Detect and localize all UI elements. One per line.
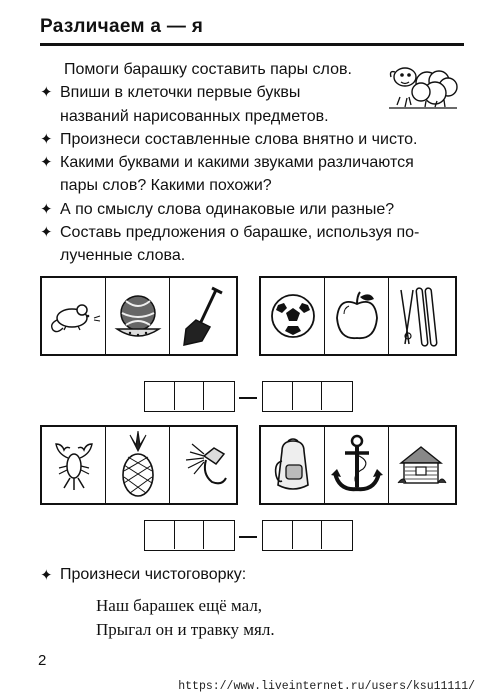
- picture-group-1: [40, 276, 238, 356]
- letter-box[interactable]: [145, 382, 175, 410]
- picture-cell: [42, 278, 106, 354]
- instruction-line: Составь предложения о барашке, используя по-: [60, 224, 420, 242]
- pineapple-icon: [116, 431, 160, 499]
- tongue-twister-heading-text: Произнеси чистоговорку:: [60, 566, 247, 583]
- dash: [239, 397, 257, 399]
- apple-icon: [332, 288, 382, 344]
- bullet-icon: ✦: [40, 154, 53, 172]
- page-title: Различаем а — я: [40, 16, 204, 37]
- letter-box[interactable]: [293, 382, 323, 410]
- picture-cell: [261, 427, 325, 503]
- instruction-line: Впиши в клеточки первые буквы: [60, 84, 301, 102]
- tongue-twister: [96, 594, 275, 642]
- instruction-line: А по смыслу слова одинаковые или разные?: [60, 200, 395, 218]
- letter-box[interactable]: [204, 382, 234, 410]
- picture-cell: [389, 278, 453, 354]
- letter-box[interactable]: [263, 382, 293, 410]
- title-underline: [40, 43, 464, 46]
- picture-group-2: [259, 276, 457, 356]
- instruction-line: Произнеси составленные слова внятно и чисто.: [60, 130, 418, 148]
- sheep-icon: [385, 55, 461, 115]
- picture-cell: [42, 427, 106, 503]
- letter-box[interactable]: [204, 521, 234, 549]
- letter-box[interactable]: [175, 521, 205, 549]
- poem-line: Наш барашек ещё мал,: [96, 596, 263, 615]
- instruction-line: лученные слова.: [60, 247, 186, 265]
- tongue-twister-heading: [40, 566, 246, 584]
- picture-cell: [170, 278, 234, 354]
- answer-boxes-left-2[interactable]: [144, 520, 235, 551]
- house-icon: [394, 443, 448, 487]
- letter-box[interactable]: [145, 521, 175, 549]
- bullet-icon: ✦: [40, 200, 53, 218]
- picture-cell: [389, 427, 453, 503]
- letter-box[interactable]: [322, 382, 352, 410]
- picture-cell: [106, 278, 170, 354]
- instruction-line: Какими буквами и какими звуками различаются: [60, 154, 414, 172]
- picture-group-4: [259, 425, 457, 505]
- skis-icon: [395, 282, 447, 350]
- shovel-icon: [176, 284, 228, 348]
- answer-boxes-left[interactable]: [144, 381, 235, 412]
- dash: [239, 536, 257, 538]
- page-number: 2: [38, 652, 47, 669]
- instruction-line: пары слов? Какими похожи?: [60, 177, 272, 195]
- picture-cell: [325, 278, 389, 354]
- crayfish-icon: [48, 436, 100, 494]
- letter-box[interactable]: [322, 521, 352, 549]
- letter-box[interactable]: [263, 521, 293, 549]
- picture-cell: [261, 278, 325, 354]
- picture-cell: [170, 427, 234, 503]
- watermelon-icon: [112, 291, 164, 341]
- watermark-url: https://www.liveinternet.ru/users/ksu11111/: [178, 680, 475, 693]
- anchor-icon: [329, 433, 385, 497]
- picture-cell: [106, 427, 170, 503]
- intro-text: Помоги барашку составить пары слов.: [64, 61, 352, 78]
- picture-group-3: [40, 425, 238, 505]
- poem-line: Прыгал он и травку мял.: [96, 620, 275, 639]
- bullet-icon: ✦: [40, 567, 53, 584]
- letter-box[interactable]: [293, 521, 323, 549]
- answer-boxes-right[interactable]: [262, 381, 353, 412]
- watering-can-icon: [174, 440, 230, 490]
- mouse-icon: [46, 296, 102, 336]
- bullet-icon: ✦: [40, 224, 53, 242]
- soccer-ball-icon: [268, 291, 318, 341]
- instruction-line: названий нарисованных предметов.: [60, 107, 329, 125]
- backpack-icon: [268, 435, 318, 495]
- letter-box[interactable]: [175, 382, 205, 410]
- bullet-icon: ✦: [40, 130, 53, 148]
- answer-boxes-right-2[interactable]: [262, 520, 353, 551]
- picture-cell: [325, 427, 389, 503]
- bullet-icon: ✦: [40, 84, 53, 102]
